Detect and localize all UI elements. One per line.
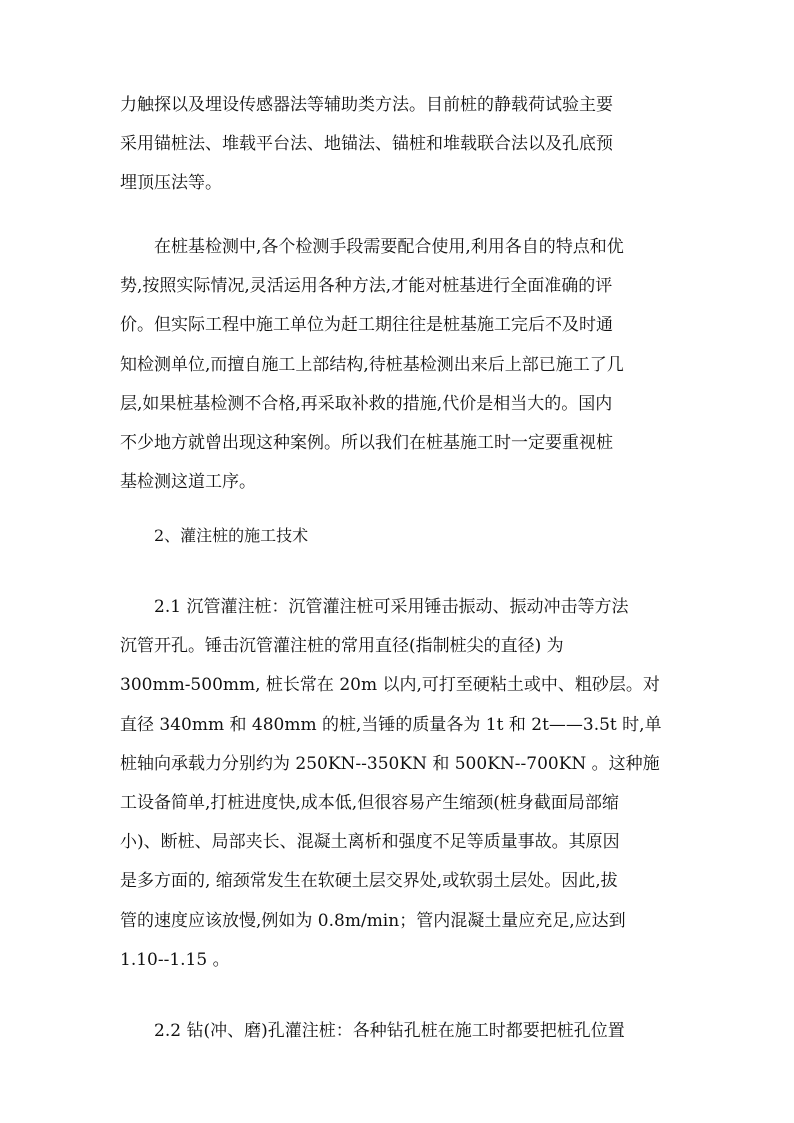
paragraph-pile-testing: [120, 228, 676, 502]
text-line: 埋顶压法等。: [120, 173, 222, 194]
text-line: 采用锚桩法、堆载平台法、地锚法、锚桩和堆载联合法以及孔底预: [120, 134, 613, 155]
text-line: 基检测这道工序。: [120, 472, 256, 493]
text-line: 在桩基检测中,各个检测手段需要配合使用,利用各自的特点和优: [154, 237, 624, 257]
text-line: 是多方面的, 缩颈常发生在软硬土层交界处,或软弱土层处。因此,拔: [120, 871, 618, 892]
text-line: 2.2 钻(冲、磨)孔灌注桩：各种钻孔桩在施工时都要把桩孔位置: [154, 1021, 625, 1041]
text-line: 工设备简单,打桩进度快,成本低,但很容易产生缩颈(桩身截面局部缩: [120, 792, 619, 813]
section-heading: [120, 516, 676, 555]
text-line: 300mm-500mm, 桩长常在 20m 以内,可打至硬粘土或中、粗砂层。对: [120, 675, 660, 696]
text-line: 沉管开孔。锤击沉管灌注桩的常用直径(指制桩尖的直径) 为: [120, 636, 564, 657]
paragraph-sunk-tube-pile: [120, 588, 676, 980]
paragraph-auxiliary-methods: [120, 86, 676, 204]
text-line: 知检测单位,而擅自施工上部结构,待桩基检测出来后上部已施工了几: [120, 354, 624, 375]
text-line: 2.1 沉管灌注桩：沉管灌注桩可采用锤击振动、振动冲击等方法: [154, 597, 629, 617]
text-line: 小)、断桩、局部夹长、混凝土离析和强度不足等质量事故。其原因: [120, 832, 620, 853]
text-line: 桩轴向承载力分别约为 250KN--350KN 和 500KN--700KN 。这种施: [120, 753, 660, 774]
text-line: 直径 340mm 和 480mm 的桩,当锤的质量各为 1t 和 2t——3.5t 时,单: [120, 714, 662, 735]
paragraph-bored-pile: [120, 1012, 676, 1051]
text-line: 层,如果桩基检测不合格,再采取补救的措施,代价是相当大的。国内: [120, 393, 613, 414]
text-line: 不少地方就曾出现这种案例。所以我们在桩基施工时一定要重视桩: [120, 432, 613, 453]
text-line: 1.10--1.15 。: [120, 949, 230, 970]
text-line: 势,按照实际情况,灵活运用各种方法,才能对桩基进行全面准确的评: [120, 276, 613, 297]
text-line: 价。但实际工程中施工单位为赶工期往往是桩基施工完后不及时通: [120, 315, 613, 336]
section-heading-text: 2、灌注桩的施工技术: [154, 526, 309, 545]
text-line: 管的速度应该放慢,例如为 0.8m/min；管内混凝土量应充足,应达到: [120, 910, 626, 931]
text-line: 力触探以及埋设传感器法等辅助类方法。目前桩的静载荷试验主要: [120, 95, 613, 115]
